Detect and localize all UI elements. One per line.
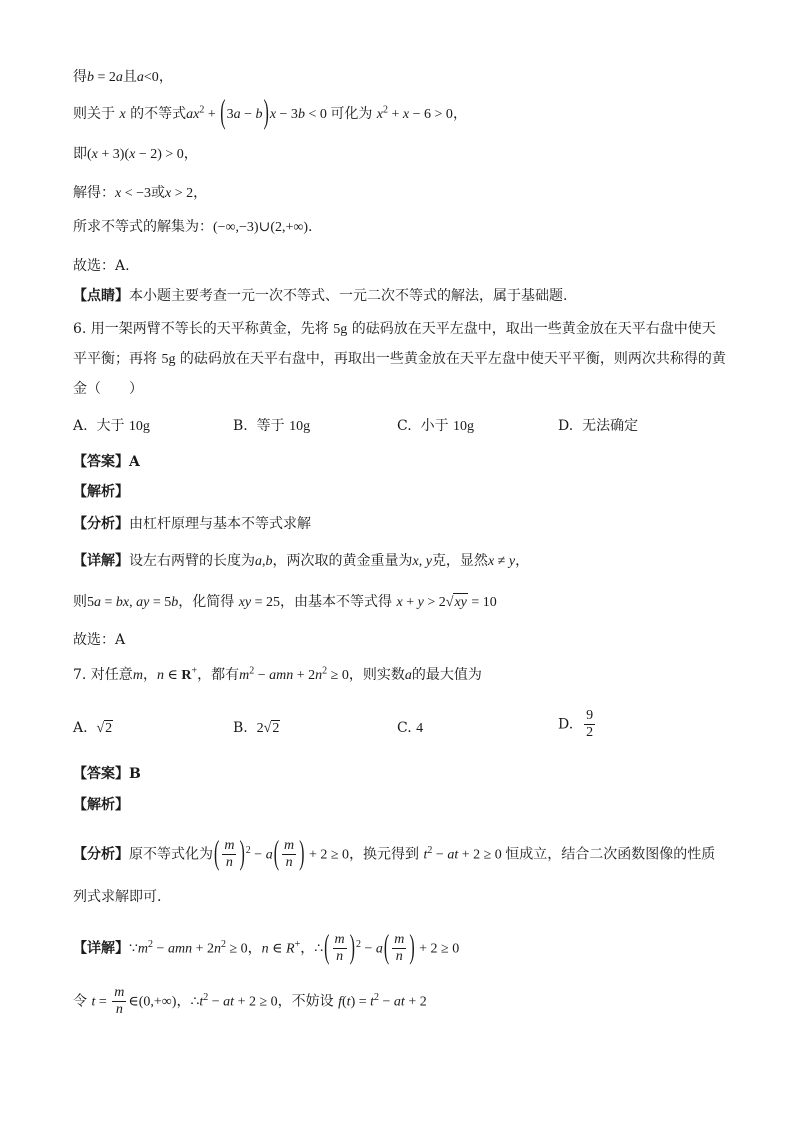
q6-option-b: B. 等于 10g <box>233 418 311 434</box>
solution-line-4: 解得：x < −3或x > 2， <box>73 185 208 201</box>
solution-line-5: 所求不等式的解集为：(−∞,−3)∪(2,+∞). <box>73 219 313 235</box>
q7-analysis-heading: 【解析】 <box>73 797 129 813</box>
q6-option-d: D. 无法确定 <box>558 418 639 434</box>
q7-option-d: D. $\frac{9}{2}$ <box>558 708 594 740</box>
q6-fenxi: 【分析】由杠杆原理与基本不等式求解 <box>73 516 311 532</box>
q6-analysis-heading: 【解析】 <box>73 484 129 500</box>
q6-detail-1: 【详解】设左右两臂的长度为a,b，两次取的黄金重量为x, y克，显然x ≠ y， <box>73 553 530 569</box>
question-7: 7. 对任意m，n ∈ R+，都有$m^2$ − amn + $2n^2 \ge 0$，则实数a的最大值为 <box>73 665 482 683</box>
q7-fenxi-2: 列式求解即可. <box>73 889 162 905</box>
q7-detail-2: 令 t = $\frac{m}{n}$ ∈(0,+∞)，$\therefore t^2$ − at + 2 ≥ 0，不妨设 $f(t) = t^2$ − at + 2 <box>73 985 427 1017</box>
q7-option-a: A. √2 <box>73 720 113 736</box>
q7-fenxi-1: 【分析】原不等式化为( $\frac{m}{n}$ )$^2$ − a( $\frac{m}{n}$ ) + 2 ≥ 0，换元得到 $t^2$ − at + 2 ≥ 0 恒成立，结合二次函数图像的性质 <box>73 835 716 872</box>
q6-detail-2: 则5a = bx, ay = 5b，化简得 xy = 25，由基本不等式得 x + y > 2√xy = 10 <box>73 594 497 610</box>
q6-choice: 故选：A <box>73 632 126 648</box>
q7-detail-1: 【详解】$\because m^2$ − amn + $2n^2 \ge 0$，n ∈ R+，∴( $\frac{m}{n}$ )$^2$ − a( $\frac{m}{n}$ ) + 2 ≥ 0 <box>73 929 460 966</box>
q7-answer: 【答案】B <box>73 766 141 782</box>
choice-line: 故选：A. <box>73 258 130 274</box>
question-6-line-2: 平平衡；再将 5g 的砝码放在天平右盘中，再取出一些黄金放在天平左盘中使天平平衡，则两次共称得的黄 <box>73 351 726 367</box>
q6-option-c: C. 小于 10g <box>397 418 475 434</box>
solution-line-1: 得b = 2a且a<0， <box>73 69 173 85</box>
q6-option-a: A. 大于 10g <box>73 418 150 434</box>
question-6-line-3: 金（ ） <box>73 381 143 397</box>
solution-line-3: 即(x + 3)(x − 2) > 0， <box>73 146 198 162</box>
dianjing-line: 【点睛】本小题主要考查一元一次不等式、一元二次不等式的解法，属于基础题. <box>73 288 568 304</box>
question-6-line-1: 6. 用一架两臂不等长的天平称黄金，先将 5g 的砝码放在天平左盘中，取出一些黄金放在天平右盘中使天 <box>73 321 716 337</box>
q6-answer: 【答案】A <box>73 454 140 470</box>
q7-option-b: B. 2√2 <box>233 720 280 736</box>
solution-line-2: 则关于 x 的不等式$ax^2 + (3a - b)x - 3b < 0$ 可化为 $x^2 + x - 6 > 0$， <box>73 95 467 131</box>
q7-option-c: C. 4 <box>397 720 424 736</box>
